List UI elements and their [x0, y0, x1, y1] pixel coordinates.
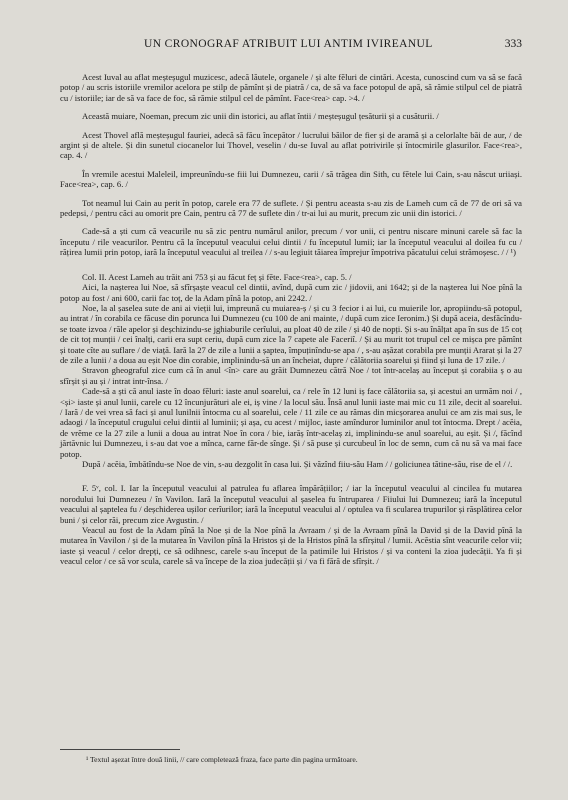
main-text: [60, 72, 522, 567]
paragraph-iuval: Acest Iuval au aflat meșteșugul muzicesc, adecă lăutele, organele / și alte fĕluri de cintări. Acesta, cunoscind cum va să se facă potop / au scris istoriile vremilor acelora pe stilp de pămînt și de piatră / ca, de să va face potopul de apă, să rămie stilpul cel de piatră cu / istoriile; iar de să va face de foc, să rămie stilpul cel de pămînt. Face<rea> cap. >4. /: [60, 72, 522, 103]
paragraph-veacul: Veacul au fost de la Adam pînă la Noe și de la Noe pînă la Avraam / și de la Avraam pînă la David și de la David pînă la mutarea în Vavilon / și de la mutarea în Vavilon pînă la Hristos și de la Hristos pînă la sfîrșitul / lumii. Acĕstia sînt veacurile celor vii; iaste și veacul / celor drepți, ce să odihnesc, carele s-au început de la patimile lui Hristos / și va conteni la zioa judecății. Ya fi și veacul celor / ce să vor scula, carele să va începe de la zioa judecății și / va fi fără de sfîrșit. /: [60, 525, 522, 567]
paragraph-veacuri: Cade-să a ști cum că veacurile nu să zic pentru numărul anilor, precum / vor unii, ci pentru niscare minuni carele să fac la începutu / rile veacurilor. Pentru că la începutul veacului celui dintii / fu începutul lumii; iar la începutul veacului al doilea fu cu / rățirea lumii prin potop, iară la începutul veacului al treilea / / s-au legiuit tăiarea împrejur împotriva păcatului celui strămoșesc. / / ¹): [60, 226, 522, 258]
page-number: 333: [504, 38, 522, 50]
paragraph-ham: După / acĕia, îmbătîndu-se Noe de vin, s-au dezgolit în casa lui. Și văzînd fiiu-său Ham / / goliciunea tătine-său, rise de el / /.: [82, 459, 513, 469]
paragraph-maleleil: În vremile acestui Maleleil, impreunîndu-se fiii lui Dumnezeu, carii / să trăgea din Sith, cu fĕtele lui Cain, s-au născut uriiași. Face<rea>, cap. 6. /: [60, 168, 522, 190]
paragraph-potop: Noe, la al șaselea sute de ani ai vieții lui, impreună cu muiarea-ș / și cu 3 fecior i ai lui, cu muierile lor, apropiindu-să potopul, au intrat / în corabila ce făcuse din porunca lui Dumnezeu (cu 100 de ani mainte, / după cum zice Ieronim.) Și după aceia, desfăcîndu-se toate izvoa / răle apelor și deșchizindu-se jghiaburile cerîului, au ploat 40 de zile / și 40 de nopți. Și s-au înălțat apa în sus de 15 coț de cit toț munții / cei înalți, carii era supt ceriu, după cum zice la 7 capete ale Faceriî. / Și au murit tot trupul cel ce mișca pre pămînt și toate cîte au suflare / de viață. Iară la 27 de zile a lunii a șaptea, împuținîndu-se apa / , s-au așăzat corabila pre munții Ararat și la 27 de zile a lunii / a doua au eșit Noe din corabie, implinindu-să un an încheiat, dupre / călătoriia soarelui și fiind și luna de 17 zile. /: [60, 302, 522, 365]
running-title: UN CRONOGRAF ATRIBUIT LUI ANTIM IVIREANUL: [144, 38, 433, 50]
footnote: ¹ Textul așezat între două linii, // care completează fraza, face parte din pagina următoare.: [86, 755, 358, 764]
footnote-rule: [60, 749, 180, 750]
paragraph-noeman: Această muiare, Noeman, precum zic unii din istorici, au aflat întii / meșteșugul țesăturii și a cusăturii. /: [82, 111, 439, 122]
paragraph-lameh: Col. II. Acest Lameh au trăit ani 753 și au făcut feț și fĕte. Face<rea>, cap. 5. /: [82, 271, 352, 282]
paragraph-stravon: Stravon gheograful zice cum că în anul <în> care au grăit Dumnezeu cătră Noe / tot într-acelaș au început și corabiia ș o au sfîrșit și au și / intrat intr-însa. /: [60, 365, 522, 386]
paragraph-thovel: Acest Thovel află meșteșugul fauriei, adecă să făcu începător / lucrului băilor de fier și de aramă și a celorlalte băi de aur, / de argint și de altele. Și din sunetul ciocanelor lui Thovel, veselin / du-se Iuval au aflat potrivirile și întocmirile glasurilor. Face<rea>, cap. 4. /: [60, 129, 522, 161]
paragraph-cain: Tot neamul lui Cain au perit în potop, carele era 77 de suflete. / Și pentru aceasta s-au zis de Lameh cum că de 77 de ori să va pedepsi, / pentru căci au omorit pre Cain, pentru că 77 de suflete din / tr-ai lui au murit, precum zic unii din istorici. /: [60, 197, 522, 219]
paragraph-anul: Cade-să a ști că anul iaste în doao fĕluri: iaste anul soarelui, ca / rele în 12 luni iș face călătoriia sa, și acestui an urmăm noi / , <și> iaste și anul lunii, carele cu 12 încunjurături ale ei, iș vine / la locul său. Însă anul lunii iaste mai mic cu 11 zile, decit al soarelui. / Iară / de vei vrea să faci și anul lunilnii întocma cu al soarelui, cele / 11 zile ce au rămas din micșorarea anului ce am zis mai sus, le adaogi / la începutul crugului celui dintii al luminii; și așa, cu acest / mijloc, iaste amînduror luminilor anul tot întocma. Drept / acĕia, de vrĕme ce la 27 zile a lunii a doua au intrat Noe în cora / bie, iarăș într-acelaș zi, implinindu-se anul soarelui, au eșit. Și /, făcînd jărtăvnic lui Dumnezeu, i s-au dat voe a mînca, carne făr-de sînge. Și / să puse și curcubeul în loc de semn, cum că nu să va mai face potop.: [60, 386, 522, 459]
paragraph-nasterea-noe: Aici, la nașterea lui Noe, să sfîrșaște veacul cel dintii, avînd, după cum zic / jidovii, ani 1642; și de la nașterea lui Noe pînă la potop au fost / ani 600, carii fac toț, de la Adam pînă la potop, ani 2242. /: [60, 282, 522, 303]
paragraph-folio-5v: F. 5ᵛ, col. I. Iar la începutul veacului al patrulea fu aflarea împărățiilor; / iar la începutul veacului al cincilea fu mutarea norodului lui Dumnezeu / în Vavilon. Iară la începutul veacului al șaselea fu întruparea / Fiiului lui Dumnezeu; iară la începutul veacului al șaptelea fu / deșchiderea ușilor cerîurilor; iară la începutul veacului al / optulea va fi scularea trupurilor și răsplătirea celor buni / și celor răi, precum zice Avgustin. /: [60, 483, 522, 525]
running-header: [60, 38, 522, 52]
